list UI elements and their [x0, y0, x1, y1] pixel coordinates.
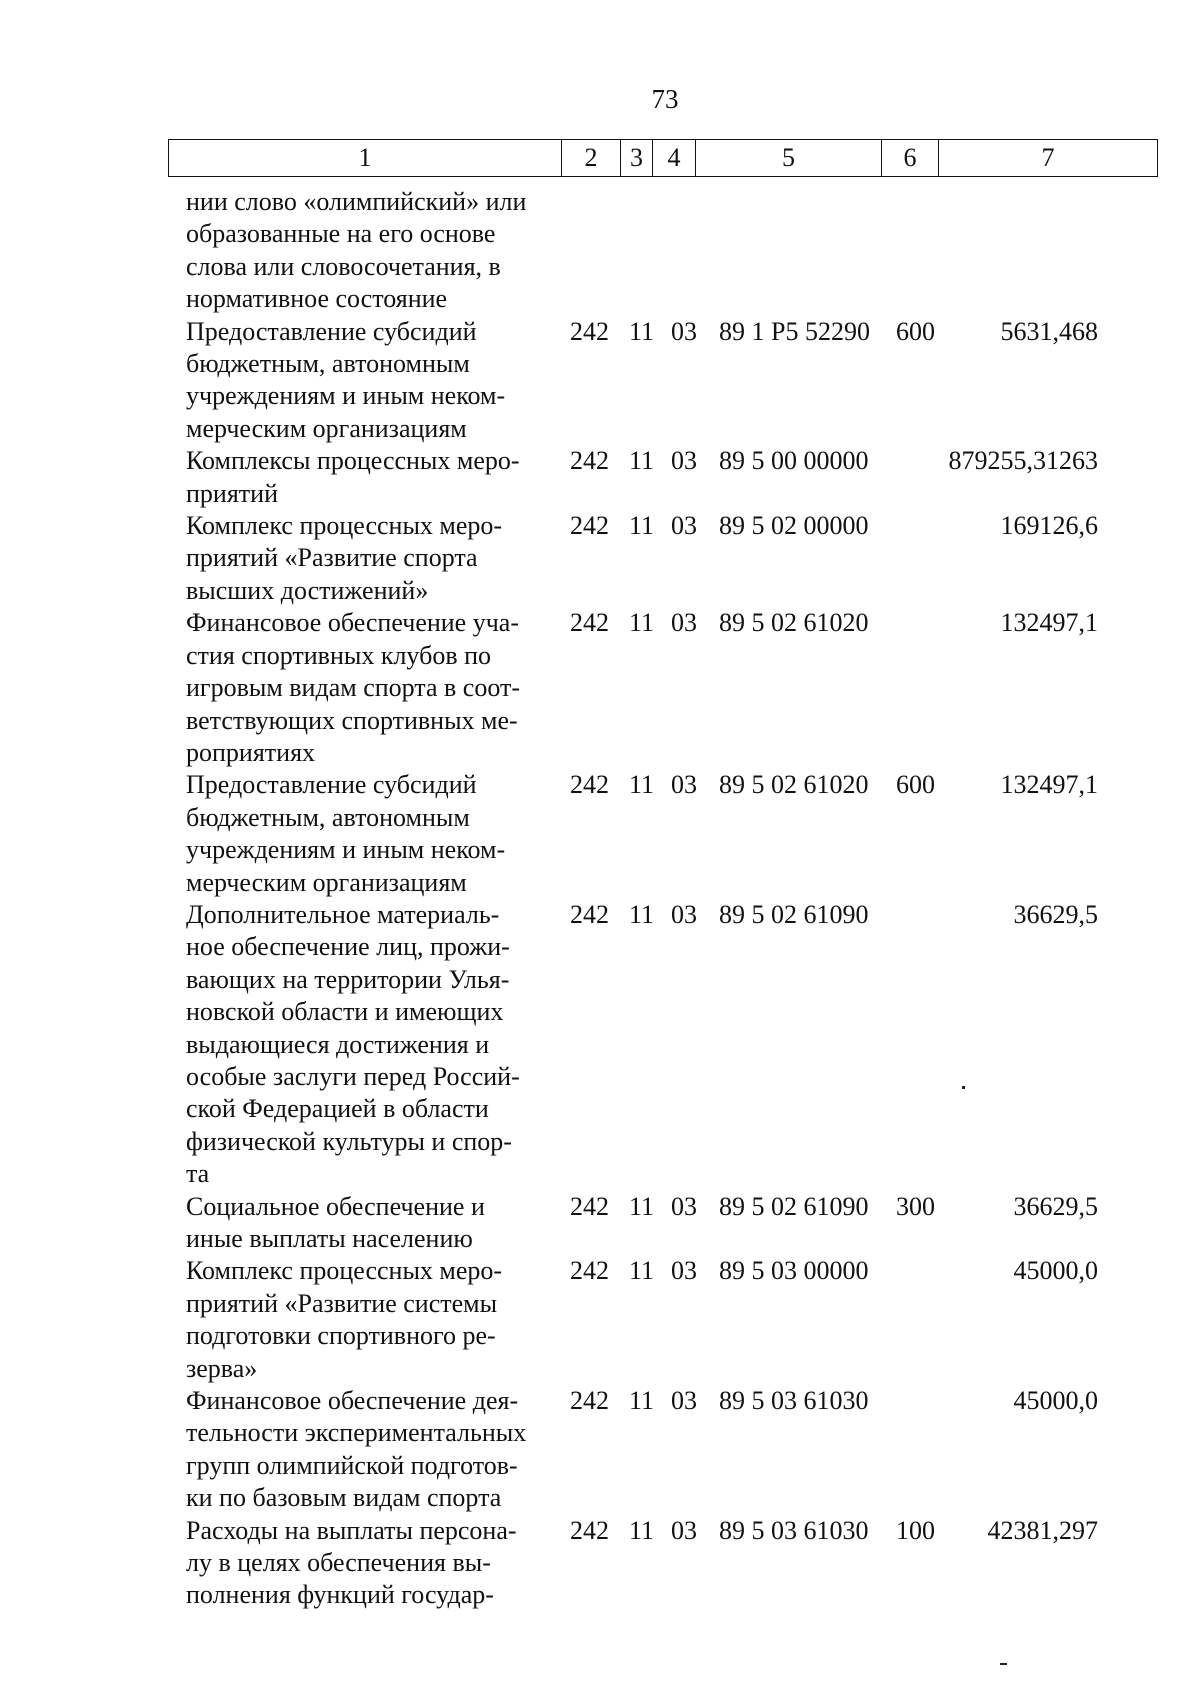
row-code: 242 [570, 446, 609, 476]
header-col-3: 3 [621, 140, 653, 176]
row-section: 11 [629, 1256, 655, 1286]
row-section: 11 [629, 1386, 655, 1416]
row-section: 11 [629, 899, 655, 929]
scan-speck [1000, 1663, 1007, 1665]
row-expense-type: 300 [896, 1191, 935, 1221]
row-amount: 45000,0 [1013, 1386, 1098, 1416]
row-amount: 5631,468 [1000, 316, 1098, 346]
row-name: Комплекс процессных меро- приятий «Развитие системы подготовки спортивного ре- зерва» [186, 1256, 503, 1383]
row-section: 11 [629, 770, 655, 800]
table-row [186, 510, 1186, 607]
row-subsection: 03 [671, 1386, 697, 1416]
row-amount: 132497,1 [1000, 770, 1098, 800]
table-row [186, 1255, 1186, 1385]
budget-table-body [186, 186, 1186, 1612]
row-section: 11 [629, 1515, 655, 1545]
table-row [186, 1515, 1186, 1612]
row-name: Финансовое обеспечение дея- тельности экспериментальных групп олимпийской подготов- ки по базовым видам спорта [186, 1386, 527, 1513]
row-target-article: 89 1 P5 52290 [719, 316, 870, 346]
header-col-6: 6 [882, 140, 939, 176]
row-name: Комплекс процессных меро- приятий «Развитие спорта высших достижений» [186, 511, 503, 605]
table-row [186, 769, 1186, 899]
row-name: Предоставление субсидий бюджетным, автономным учреждениям и иным неком- мерческим организациям [186, 770, 506, 897]
row-subsection: 03 [671, 1191, 697, 1221]
row-section: 11 [629, 1191, 655, 1221]
row-target-article: 89 5 03 61030 [719, 1386, 869, 1416]
row-target-article: 89 5 02 00000 [719, 511, 869, 541]
row-name: Расходы на выплаты персона- лу в целях обеспечения вы- полнения функций государ- [186, 1515, 517, 1610]
row-target-article: 89 5 03 61030 [719, 1515, 869, 1545]
row-target-article: 89 5 02 61090 [719, 1191, 869, 1221]
row-amount: 879255,31263 [948, 446, 1098, 476]
table-row [186, 1385, 1186, 1515]
header-col-2: 2 [562, 140, 621, 176]
table-row [186, 316, 1186, 446]
scan-speck [962, 1086, 965, 1089]
row-code: 242 [570, 770, 609, 800]
row-target-article: 89 5 02 61090 [719, 899, 869, 929]
row-name: Предоставление субсидий бюджетным, автономным учреждениям и иным неком- мерческим организациям [186, 316, 506, 443]
row-section: 11 [629, 446, 655, 476]
row-expense-type: 600 [896, 770, 935, 800]
row-code: 242 [570, 1386, 609, 1416]
page-number: 73 [651, 84, 679, 114]
row-name: Комплексы процессных меро- приятий [186, 446, 520, 508]
row-code: 242 [570, 1256, 609, 1286]
row-amount: 169126,6 [1000, 511, 1098, 541]
table-header [168, 139, 1158, 177]
table-row [186, 445, 1186, 510]
row-target-article: 89 5 00 00000 [719, 446, 869, 476]
row-subsection: 03 [671, 770, 697, 800]
row-amount: 42381,297 [987, 1515, 1098, 1545]
table-row [186, 607, 1186, 769]
table-row [186, 899, 1186, 1191]
table-row [186, 186, 1186, 316]
row-subsection: 03 [671, 608, 697, 638]
row-amount: 45000,0 [1013, 1256, 1098, 1286]
header-col-7: 7 [1041, 143, 1055, 172]
row-subsection: 03 [671, 511, 697, 541]
row-section: 11 [629, 608, 655, 638]
row-name: Дополнительное материаль- ное обеспечение лиц, прожи- вающих на территории Улья- новской области и имеющих выдающиеся достижения и особые заслуги перед Россий- ской Федерацией в области физической культуры и спор- та [186, 899, 520, 1189]
row-expense-type: 100 [896, 1515, 935, 1545]
row-subsection: 03 [671, 446, 697, 476]
row-amount: 36629,5 [1013, 899, 1098, 929]
row-code: 242 [570, 316, 609, 346]
header-col-4: 4 [653, 140, 696, 176]
row-amount: 36629,5 [1013, 1191, 1098, 1221]
row-target-article: 89 5 03 00000 [719, 1256, 869, 1286]
header-col-1: 1 [169, 140, 562, 176]
row-subsection: 03 [671, 1515, 697, 1545]
row-code: 242 [570, 899, 609, 929]
row-amount: 132497,1 [1000, 608, 1098, 638]
table-row [186, 1191, 1186, 1256]
row-section: 11 [629, 511, 655, 541]
row-name: Финансовое обеспечение уча- стия спортивных клубов по игровым видам спорта в соот- ветствующих спортивных ме- роприятиях [186, 608, 521, 767]
row-subsection: 03 [671, 1256, 697, 1286]
row-code: 242 [570, 608, 609, 638]
row-section: 11 [629, 316, 655, 346]
row-target-article: 89 5 02 61020 [719, 770, 869, 800]
row-code: 242 [570, 1191, 609, 1221]
row-target-article: 89 5 02 61020 [719, 608, 869, 638]
row-subsection: 03 [671, 316, 697, 346]
row-code: 242 [570, 511, 609, 541]
row-name: Социальное обеспечение и иные выплаты населению [186, 1191, 485, 1253]
row-code: 242 [570, 1515, 609, 1545]
row-name: нии слово «олимпийский» или образованные на его основе слова или словосочетания, в нормативное состояние [186, 187, 527, 314]
row-expense-type: 600 [896, 316, 935, 346]
header-col-5: 5 [696, 140, 882, 176]
row-subsection: 03 [671, 899, 697, 929]
